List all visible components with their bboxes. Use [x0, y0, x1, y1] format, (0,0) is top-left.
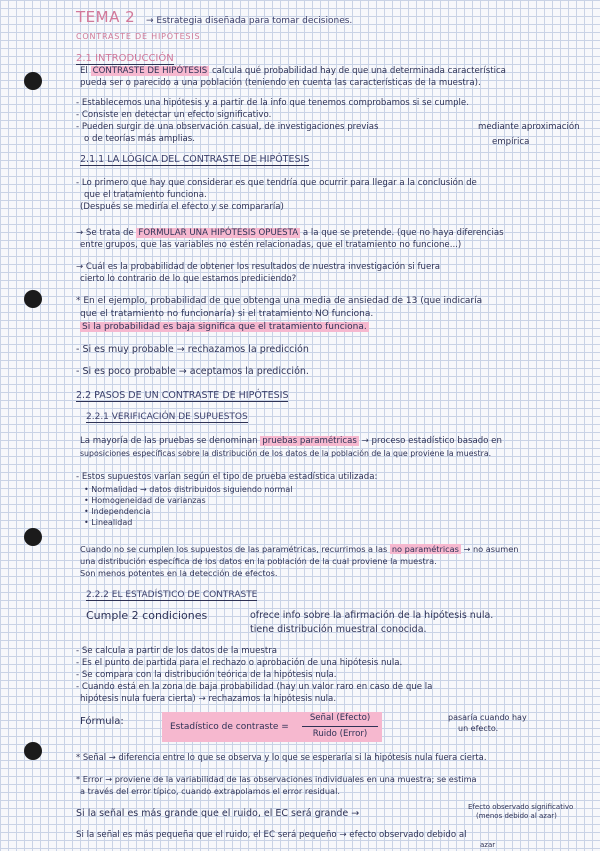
page-title: TEMA 2: [76, 8, 136, 26]
conclusion-note: azar: [480, 841, 496, 849]
bullet: - Se calcula a partir de los datos de la muestra: [76, 646, 278, 656]
formula-note: un efecto.: [458, 724, 499, 733]
condition-item: tiene distribución muestral conocida.: [250, 624, 427, 635]
formula-denominator: Ruido (Error): [312, 729, 368, 739]
page-subtitle: CONTRASTE DE HIPÓTESIS: [76, 32, 201, 41]
conditions-label: Cumple 2 condiciones: [86, 609, 208, 622]
bullet: - Consiste en detectar un efecto significativo.: [76, 110, 272, 120]
formula-numerator: Señal (Efecto): [309, 713, 371, 723]
bullet: o de teorías más amplias.: [84, 134, 195, 144]
paragraph-line: entre grupos, que las variables no estén relacionadas, que el tratamiento no funcione...): [80, 240, 462, 250]
conclusion-line: Si la señal es más pequeña que el ruido, el EC será pequeño → efecto observado debido al: [76, 830, 467, 840]
condition-item: ofrece info sobre la afirmación de la hipótesis nula.: [250, 610, 494, 621]
list-item: • Independencia: [84, 507, 151, 516]
paragraph-line: (Después se mediría el efecto y se compararía): [80, 202, 284, 212]
bullet: - Si es muy probable → rechazamos la predicción: [76, 344, 309, 355]
paragraph-line: - Estos supuestos varían según el tipo de prueba estadística utilizada:: [76, 472, 378, 482]
highlight-line: Si la probabilidad es baja significa que el tratamiento funciona.: [82, 322, 367, 332]
conclusion-note: Efecto observado significativo: [468, 803, 574, 811]
formula-note: pasaría cuando hay: [448, 713, 527, 722]
paragraph-line: → Se trata de FORMULAR UNA HIPÓTESIS OPUESTA a la que se pretende. (que no haya diferencias: [76, 228, 504, 238]
paragraph-line: El CONTRASTE DE HIPÓTESIS calcula qué probabilidad hay de que una determinada característica: [80, 66, 506, 76]
note: mediante aproximación: [478, 122, 580, 132]
subsection-heading: 2.1.1 LA LÓGICA DEL CONTRASTE DE HIPÓTESIS: [80, 154, 310, 165]
bullet: - Pueden surgir de una observación casual, de investigaciones previas: [76, 122, 379, 132]
paragraph-line: que el tratamiento funciona.: [84, 190, 207, 200]
list-item: • Homogeneidad de varianzas: [84, 496, 206, 505]
binder-hole: [24, 742, 42, 760]
paragraph-line: pueda ser o parecido a una población (teniendo en cuenta las características de la muestra).: [80, 78, 481, 88]
paragraph-line: una distribución específica de los datos en la población de la cual proviene la muestra.: [80, 556, 437, 566]
paragraph-line: Cuando no se cumplen los supuestos de las paramétricas, recurrimos a las no paramétricas → no asumen: [80, 544, 519, 554]
note: empírica: [492, 137, 530, 147]
section-heading: 2.2 PASOS DE UN CONTRASTE DE HIPÓTESIS: [76, 390, 289, 401]
list-item: • Linealidad: [84, 518, 133, 527]
definition-line: * Error → proviene de la variabilidad de las observaciones individuales en una muestra; se estima: [76, 774, 477, 784]
paragraph-line: Son menos potentes en la detección de efectos.: [80, 568, 278, 578]
subsection-heading: 2.2.1 VERIFICACIÓN DE SUPUESTOS: [86, 412, 248, 422]
conclusion-line: Si la señal es más grande que el ruido, el EC será grande →: [76, 808, 360, 819]
section-heading: 2.1 INTRODUCCIÓN: [76, 53, 174, 64]
formula-lhs: Estadístico de contraste =: [170, 722, 289, 732]
paragraph-line: → Cuál es la probabilidad de obtener los resultados de nuestra investigación si fuera: [76, 262, 441, 272]
paragraph-line: - Lo primero que hay que considerar es que tendría que ocurrir para llegar a la conclusión de: [76, 178, 477, 188]
binder-hole: [24, 72, 42, 90]
bullet: - Si es poco probable → aceptamos la predicción.: [76, 366, 309, 377]
title-note: → Estrategia diseñada para tomar decisiones.: [146, 16, 353, 26]
example-line: * En el ejemplo, probabilidad de que obtenga una media de ansiedad de 13 (que indicaría: [76, 296, 483, 306]
binder-hole: [24, 528, 42, 546]
list-item: • Normalidad → datos distribuidos siguiendo normal: [84, 485, 293, 494]
bullet: - Establecemos una hipótesis y a partir de la info que tenemos comprobamos si se cumple.: [76, 98, 469, 108]
paragraph-line: suposiciones específicas sobre la distribución de los datos de la población de la que proviene la muestra.: [80, 449, 492, 458]
binder-hole: [24, 290, 42, 308]
bullet: hipótesis nula fuera cierta) → rechazamos la hipótesis nula.: [80, 694, 337, 704]
example-line: que el tratamiento no funcionaría) si el tratamiento NO funciona.: [80, 309, 374, 319]
bullet: - Se compara con la distribución teórica de la hipótesis nula.: [76, 670, 337, 680]
bullet: - Cuando está en la zona de baja probabilidad (hay un valor raro en caso de que la: [76, 682, 433, 692]
definition-line: a través del error típico, cuando extrapolamos el error residual.: [80, 786, 340, 796]
formula-label: Fórmula:: [80, 716, 124, 727]
conclusion-note: (menos debido al azar): [476, 812, 557, 820]
fraction-bar: [302, 726, 378, 727]
paragraph-line: cierto lo contrario de lo que estamos prediciendo?: [80, 274, 297, 284]
bullet: - Es el punto de partida para el rechazo o aprobación de una hipótesis nula.: [76, 658, 403, 668]
paragraph-line: La mayoría de las pruebas se denominan pruebas paramétricas → proceso estadístico basado en: [80, 436, 502, 446]
definition-line: * Señal → diferencia entre lo que se observa y lo que se esperaría si la hipótesis nula fuera cierta.: [76, 752, 487, 762]
subsection-heading: 2.2.2 EL ESTADÍSTICO DE CONTRASTE: [86, 590, 258, 600]
